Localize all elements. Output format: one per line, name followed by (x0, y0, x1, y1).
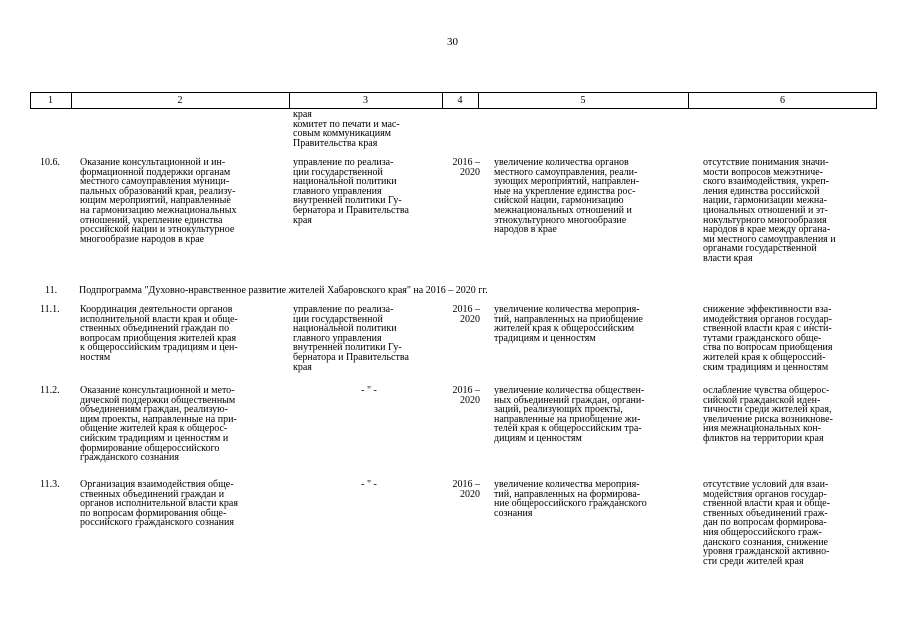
header-divider (71, 92, 72, 108)
cell-number: 11.2. (40, 385, 60, 396)
cell-consequences: ослабление чувства общерос- сийской гражданской иден- тичности среди жителей края, увеличение риска возникнове- ния межнациональных кон- фликтов на территории края (703, 385, 833, 444)
cell-activity: Оказание консультационной и мето- дической поддержки общественным объединениям граждан, реализую- щим проекты, направленные на при- общение жителей края к общерос- сийским традициям и ценностям и формирование общероссийского гражданского сознания (80, 385, 237, 464)
cell-number: 11.1. (40, 304, 60, 315)
header-divider (478, 92, 479, 108)
cell-number: 11.3. (40, 479, 60, 490)
cell-consequences: отсутствие понимания значи- мости вопросов межэтниче- ского взаимодействия, укреп- ления единства российской нации, гармонизации межна- циональных отношений и эт- нокультурного многообразия народов в крае между органа- ми местного самоуправления и органами государственной власти края (703, 157, 836, 264)
cell-activity: Организация взаимодействия обще- ственных объединений граждан и органов исполнительной власти края по вопросам формирования обще- российского гражданского сознания (80, 479, 238, 529)
cell-consequences: снижение эффективности вза- имодействия органов государ- ственной власти края с инсти- тутами гражданского обще- ства по вопросам приобщения жителей края к общероссий- ским традициям и ценностям (703, 304, 833, 373)
cell-period: 2016 – 2020 (452, 479, 480, 500)
cell-result: увеличение количества мероприя- тий, направленных на приобщение жителей края к общероссийским традициям и ценностям (494, 304, 643, 344)
header-divider (442, 92, 443, 108)
header-border (30, 92, 877, 109)
cell-result: увеличение количества органов местного самоуправления, реали- зующих мероприятий, направлен- ные на укрепление единства рос- сийской нации, гармонизацию межнациональных отношений и этнокультурного многообразие народов в крае (494, 157, 640, 236)
subprogram-title: Подпрограмма "Духовно-нравственное развитие жителей Хабаровского края" на 2016 – 2020 гг. (79, 285, 488, 296)
header-col-3: 3 (363, 95, 368, 106)
cell-period: 2016 – 2020 (452, 304, 480, 325)
cell-number: 10.6. (40, 157, 60, 168)
cell-period: 2016 – 2020 (452, 157, 480, 178)
header-col-5: 5 (580, 95, 586, 106)
cell-responsible: управление по реализа- ции государственной национальной политики главного управления внутренней политики Гу- бернатора и Правительства края (293, 304, 409, 373)
cell-period: 2016 – 2020 (452, 385, 480, 406)
header-col-4: 4 (457, 95, 463, 106)
header-col-2: 2 (177, 95, 183, 106)
header-divider (30, 92, 31, 108)
cell-activity: Координация деятельности органов исполнительной власти края и обще- ственных объединений граждан по вопросам приобщения жителей края к общероссийским традициям и цен- ностям (80, 304, 238, 363)
cell-activity: Оказание консультационной и ин- формационной поддержки органам местного самоуправления муници- пальных образований края, реализу- ющим мероприятий, направленные на гармонизацию межнациональных отношений, укрепление единства российской нации и этнокультурное многообразие народов в крае (80, 157, 237, 245)
cell-responsible: - " - (361, 479, 377, 490)
header-divider (688, 92, 689, 108)
cell-responsible: управление по реализа- ции государственной национальной политики главного управления внутренней политики Гу- бернатора и Правительства края (293, 157, 409, 226)
subprogram-number: 11. (45, 285, 58, 296)
header-divider (289, 92, 290, 108)
cell-result: увеличение количества обществен- ных объединений граждан, органи- заций, реализующих проекты, направленные на приобщение жи- телей края к общероссийским тра- дициям и ценностям (494, 385, 645, 444)
cell-result: увеличение количества мероприя- тий, направленных на формирова- ние общероссийского гражданского сознания (494, 479, 647, 519)
cell-responsible: края комитет по печати и мас- совым коммуникациям Правительства края (293, 109, 400, 149)
header-divider (876, 92, 877, 108)
header-col-1: 1 (48, 95, 53, 106)
page-number: 30 (447, 36, 458, 48)
cell-responsible: - " - (361, 385, 377, 396)
cell-consequences: отсутствие условий для взаи- модействия органов государ- ственной власти края и обще- ственных объединений граж- дан по вопросам формирова- ния общероссийского граж- данского сознания, снижение уровня гражданской активно- сти среди жителей края (703, 479, 830, 567)
header-col-6: 6 (780, 95, 785, 106)
